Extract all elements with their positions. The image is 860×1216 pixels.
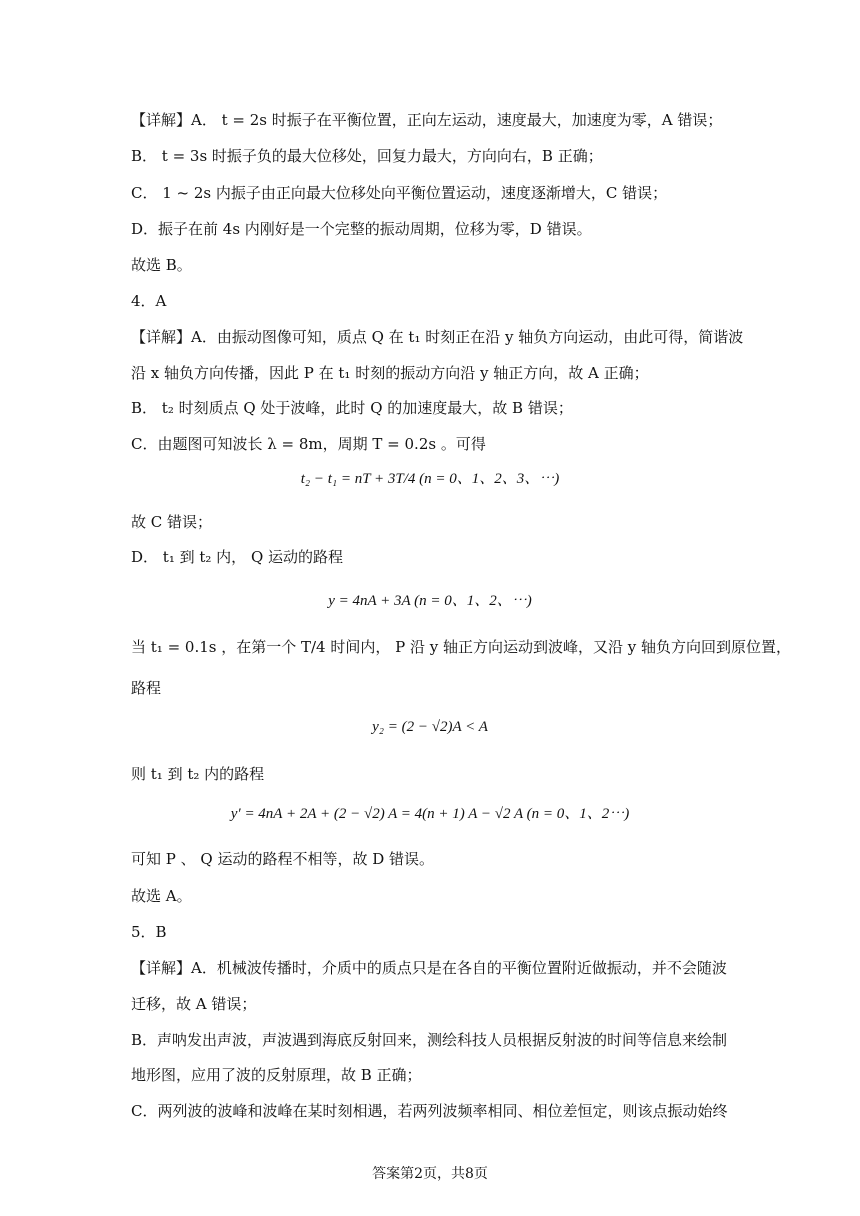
- text-line: 故 C 错误；: [131, 513, 213, 531]
- text-line: 迁移，故 A 错误；: [131, 995, 257, 1013]
- formula: y₂ = (2 − √2)A < A: [372, 719, 488, 735]
- formula: y = 4nA + 3A (n = 0、1、2、⋯): [328, 593, 532, 609]
- text-line: C．由题图可知波长 λ = 8m，周期 T = 0.2s 。可得: [131, 435, 486, 453]
- text-line: 故选 A。: [131, 887, 192, 905]
- formula: t₂ − t₁ = nT + 3T/4 (n = 0、1、2、3、⋯): [300, 471, 560, 487]
- text-line: 地形图，应用了波的反射原理，故 B 正确；: [131, 1066, 422, 1084]
- text-line: C．两列波的波峰和波峰在某时刻相遇，若两列波频率相同、相位差恒定，则该点振动始终: [131, 1102, 728, 1120]
- text-line: C． 1 ~ 2s 内振子由正向最大位移处向平衡位置运动，速度逐渐增大，C 错误；: [131, 184, 668, 202]
- text-line: 故选 B。: [131, 256, 192, 274]
- text-line: 当 t₁ = 0.1s ，在第一个 T/4 时间内， P 沿 y 轴正方向运动到波峰，又沿 y 轴负方向回到原位置，: [131, 638, 792, 656]
- text-line: 【详解】A．机械波传播时，介质中的质点只是在各自的平衡位置附近做振动，并不会随波: [131, 959, 727, 977]
- text-line: 沿 x 轴负方向传播，因此 P 在 t₁ 时刻的振动方向沿 y 轴正方向，故 A 正确；: [131, 364, 649, 382]
- text-line: D． t₁ 到 t₂ 内， Q 运动的路程: [131, 548, 344, 566]
- text-line: B． t₂ 时刻质点 Q 处于波峰，此时 Q 的加速度最大，故 B 错误；: [131, 399, 573, 417]
- text-line: 【详解】A．由振动图像可知，质点 Q 在 t₁ 时刻正在沿 y 轴负方向运动，由此可得，简谐波: [131, 328, 744, 346]
- text-line: 路程: [131, 679, 162, 697]
- question-number: 4．A: [131, 292, 167, 310]
- text-line: B． t = 3s 时振子负的最大位移处，回复力最大，方向向右，B 正确；: [131, 147, 603, 165]
- text-line: B．声呐发出声波，声波遇到海底反射回来，测绘科技人员根据反射波的时间等信息来绘制: [131, 1031, 728, 1049]
- text-line: 则 t₁ 到 t₂ 内的路程: [131, 765, 265, 783]
- text-line: 可知 P 、 Q 运动的路程不相等，故 D 错误。: [131, 850, 435, 868]
- text-line: D．振子在前 4s 内刚好是一个完整的振动周期，位移为零，D 错误。: [131, 220, 592, 238]
- question-number: 5．B: [131, 923, 167, 941]
- formula: y′ = 4nA + 2A + (2 − √2) A = 4(n + 1) A − √2 A (n = 0、1、2⋯): [230, 806, 630, 822]
- page-footer: 答案第2页，共8页: [372, 1166, 488, 1182]
- text-line: 【详解】A． t = 2s 时振子在平衡位置，正向左运动，速度最大，加速度为零，A 错误；: [131, 111, 723, 129]
